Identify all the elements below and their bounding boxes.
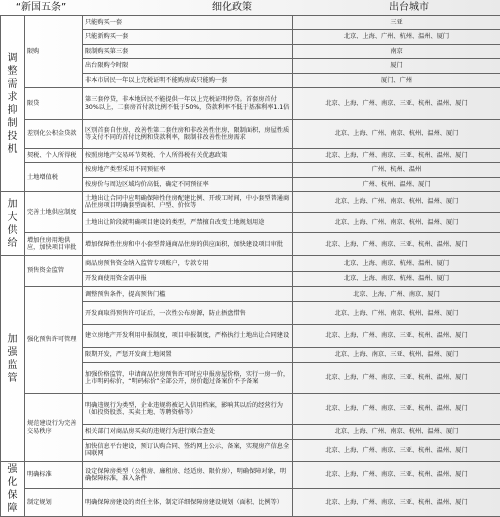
policy-cell: 加强价格监管，申请商品住房预售许可时应申报房屋价格，实行一房一价，上市明码标价，“明码标价”全部公开，房价超过备案价不予备案: [83, 363, 293, 394]
subcategory: 预售资金监管: [25, 256, 83, 287]
subcategory: 强化预售许可管理: [25, 286, 83, 393]
city-cell: 北京、上海、广州、南京、杭州、温州、厦门: [293, 212, 500, 233]
city-cell: 广州、杭州、温州、厦门: [293, 177, 500, 191]
table-row: [1, 120, 500, 149]
city-cell: 三亚: [293, 16, 500, 30]
table-row: [1, 163, 500, 177]
subcategory: 明确标准: [25, 462, 83, 489]
table-row: [1, 192, 500, 213]
subcategory: 差别化公积金贷款: [25, 120, 83, 149]
policy-cell: 限期开发，严惩开发商土地闲置: [83, 347, 293, 362]
subcategory: 规范建设行为完善交易秩序: [25, 394, 83, 462]
policy-cell: 按房价与周边区域均价高低，确定不同预征率: [83, 177, 293, 191]
subcategory: 增加住房用地供应，加快项目审批: [25, 233, 83, 256]
category-3: 加 强 监 管: [1, 256, 25, 462]
city-cell: 北京、上海、南京、杭州、温州、厦门: [293, 271, 500, 286]
table-row: [1, 462, 500, 489]
city-cell: 广州、杭州、温州: [293, 163, 500, 177]
city-cell: 厦门: [293, 59, 500, 73]
header-col-category: “新国五条”: [15, 2, 67, 13]
policy-cell: 明确保障房建设的责任主体，制定详细保障房建设规划（面积、比例等）: [83, 488, 293, 516]
policy-cell: 只能新购买一套: [83, 30, 293, 44]
city-cell: 南京: [293, 44, 500, 58]
policy-cell: 土地出让合同中应明确保障性住房配建比例、开竣工时间，中小套型普通商品住房项目明确套型面积、户型、价位等: [83, 192, 293, 213]
policy-cell: 商品房预售资金纳入监管专项账户，专款专用: [83, 256, 293, 271]
city-cell: 北京、上海、广州、杭州、温州、厦门: [293, 30, 500, 44]
subcategory: 完善土地供应制度: [25, 192, 83, 233]
table-row: [1, 148, 500, 162]
policy-cell: 开发商取得预售许可证后，一次性公布房源，防止捂盘惜售: [83, 302, 293, 325]
policy-table: [0, 15, 500, 517]
city-cell: 北京、上海、广州、南京、三亚、杭州、温州、厦门: [293, 488, 500, 516]
category-2: 加 大 供 给: [1, 192, 25, 256]
city-cell: 厦门、广州: [293, 73, 500, 87]
city-cell: 北京、上海、广州、南京、杭州、温州、厦门: [293, 120, 500, 149]
policy-cell: 明确违规行为类型，企业违规将被记入信用档案，影响其以后的经营行为（如投资股票、买卖土地、等聘资格等）: [83, 394, 293, 425]
category-4: 强 化 保 障: [1, 462, 25, 517]
policy-cell: 加快信息平台建设，预订认购合同、签约网上公示，备案，实现房产信息全国联网: [83, 439, 293, 462]
city-cell: 北京、上海、广州、南京、杭州、温州、厦门: [293, 192, 500, 213]
policy-cell: 设定保障房类型（公租房、廉租房、经适房、限价房），明确保障对象，明确保障标准，准入条件: [83, 462, 293, 489]
table-row: [1, 394, 500, 425]
table-row: [1, 256, 500, 271]
table-row: [1, 286, 500, 301]
subcategory: 限购: [25, 16, 83, 88]
table-row: [1, 16, 500, 30]
city-cell: 北京、上海、广州、南京、杭州、温州、厦门: [293, 425, 500, 439]
city-cell: 北京、上海、广州、南京、三亚、杭州、温州、厦门: [293, 148, 500, 162]
city-cell: 北京、上海、广州、南京、三亚、杭州、温州、厦门: [293, 363, 500, 394]
policy-cell: 第三套停贷，非本地居民不能提供一年以上完税证明停贷。首套房首付30%以上，二套房首付款比例不低于50%，贷款利率不低于基准利率1.1倍: [83, 88, 293, 120]
policy-cell: 相关部门对商品房买卖的违规行为进行联合查处: [83, 425, 293, 439]
policy-cell: 非本市居民一年以上完税证明不能购房或只能购一套: [83, 73, 293, 87]
policy-cell: 区别首套自住房、改善性第二套住房和非改善性住房，限制面积，房屋性质等支付不同的首付比例和贷款利率，限制非改善性住房需求: [83, 120, 293, 149]
city-cell: 北京、上海、广州、南京、杭州、温州、厦门: [293, 302, 500, 325]
policy-cell: 只能购买一套: [83, 16, 293, 30]
policy-cell: 限制购买第三套: [83, 44, 293, 58]
policy-cell: 按照房地产交易环节契税、个人所得税有关优惠政策: [83, 148, 293, 162]
category-1: 调 整 需 求 抑 制 投 机: [1, 16, 25, 192]
policy-cell: 按房地产类型采用不同预征率: [83, 163, 293, 177]
header-col-city: 出台城市: [389, 2, 429, 13]
header-col-policy: 细化政策: [212, 2, 252, 13]
policy-cell: 开发商使用资金需申报: [83, 271, 293, 286]
city-cell: 北京、上海、南京、三亚、杭州、温州、厦门: [293, 347, 500, 362]
table-row: [1, 233, 500, 256]
city-cell: 北京、上海、广州、南京、三亚、杭州、温州、厦门: [293, 88, 500, 120]
city-cell: 北京、上海、广州、南京、三亚、杭州、温州、厦门: [293, 325, 500, 348]
city-cell: 北京、上海、广州、南京、三亚、杭州、温州、厦门: [293, 462, 500, 489]
subcategory: 限贷: [25, 88, 83, 120]
policy-cell: 建立房地产开发利用申报制度，项目申报制度，严格执行土地出让合同建设: [83, 325, 293, 348]
policy-cell: 调整预售条件，提高预售门槛: [83, 286, 293, 301]
table-row: [1, 88, 500, 120]
city-cell: 北京、上海、广州、南京、三亚、杭州、温州、厦门: [293, 439, 500, 462]
policy-cell: 增加保障性住房和中小套型普通商品住房的供应面积，加快建设项目审批: [83, 233, 293, 256]
table-row: [1, 488, 500, 516]
city-cell: 北京、上海、南京、杭州、温州、厦门: [293, 256, 500, 271]
subcategory: 制定规划: [25, 488, 83, 516]
city-cell: 北京、上海、广州、南京、三亚、杭州、温州、厦门: [293, 394, 500, 425]
policy-cell: 出台限购令时限: [83, 59, 293, 73]
city-cell: 北京、上海、广州、南京、厦门: [293, 286, 500, 301]
city-cell: 北京、上海、广州、南京、三亚、杭州、温州、厦门: [293, 233, 500, 256]
subcategory: 契税、个人所得税: [25, 148, 83, 162]
policy-cell: 土地出让阶段就明确项目建设的类型，严禁擅自改变土地规划用途: [83, 212, 293, 233]
subcategory: 土地增值税: [25, 163, 83, 192]
